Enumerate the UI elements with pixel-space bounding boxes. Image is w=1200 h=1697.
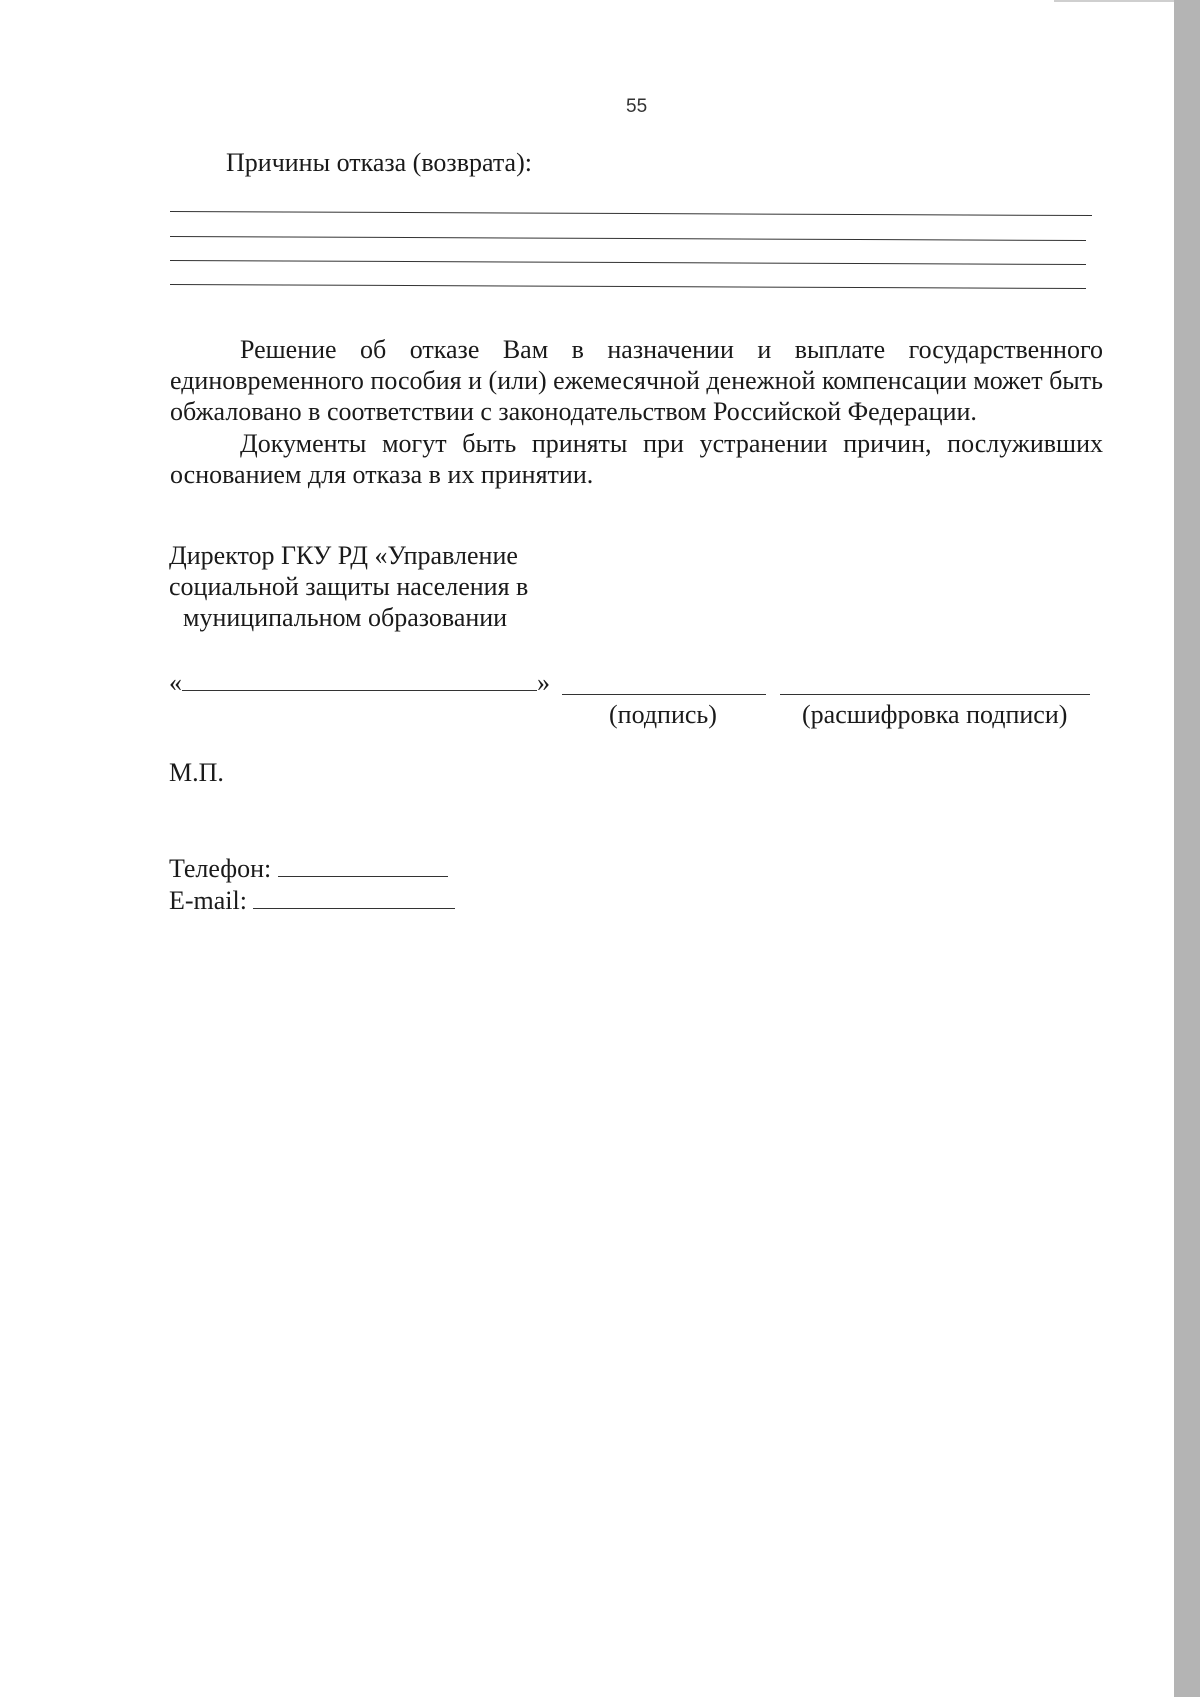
email-blank[interactable] — [253, 884, 455, 909]
email-row — [169, 884, 455, 916]
director-line-1: Директор ГКУ РД «Управление — [169, 541, 518, 570]
date-field[interactable] — [169, 666, 550, 698]
signature-decoding-caption: (расшифровка подписи) — [802, 700, 1068, 729]
scan-top-edge — [1054, 0, 1174, 2]
signature-line[interactable] — [562, 694, 766, 695]
reasons-blank-line — [170, 284, 1086, 289]
director-title — [169, 540, 528, 633]
close-quote: » — [537, 668, 550, 697]
phone-blank[interactable] — [278, 852, 448, 877]
page-number: 55 — [626, 96, 648, 117]
open-quote: « — [169, 668, 182, 697]
reasons-blank-line — [170, 211, 1092, 216]
appeal-paragraph: Решение об отказе Вам в назначении и выплате государственного единовременного пособия и (или) ежемесячной денежной компенсации может быть обжаловано в соответствии с законодательством Российской Федерации. — [170, 335, 1103, 426]
stamp-place-label: М.П. — [169, 758, 224, 787]
resubmission-paragraph: Документы могут быть приняты при устранении причин, послуживших основанием для отказа в их принятии. — [170, 429, 1103, 489]
phone-label: Телефон: — [169, 854, 272, 883]
reasons-blank-line — [170, 260, 1086, 265]
signature-caption: (подпись) — [609, 700, 717, 729]
reasons-blank-line — [170, 236, 1086, 241]
director-line-2: социальной защиты населения в — [169, 572, 529, 601]
reasons-label: Причины отказа (возврата): — [226, 148, 532, 177]
email-label: E-mail: — [169, 886, 247, 915]
phone-row — [169, 852, 448, 884]
date-blank-line — [182, 666, 537, 691]
scan-page-edge — [1174, 0, 1200, 1697]
signature-decoding-line[interactable] — [780, 694, 1090, 695]
director-line-3: муниципальном образовании — [183, 603, 508, 632]
